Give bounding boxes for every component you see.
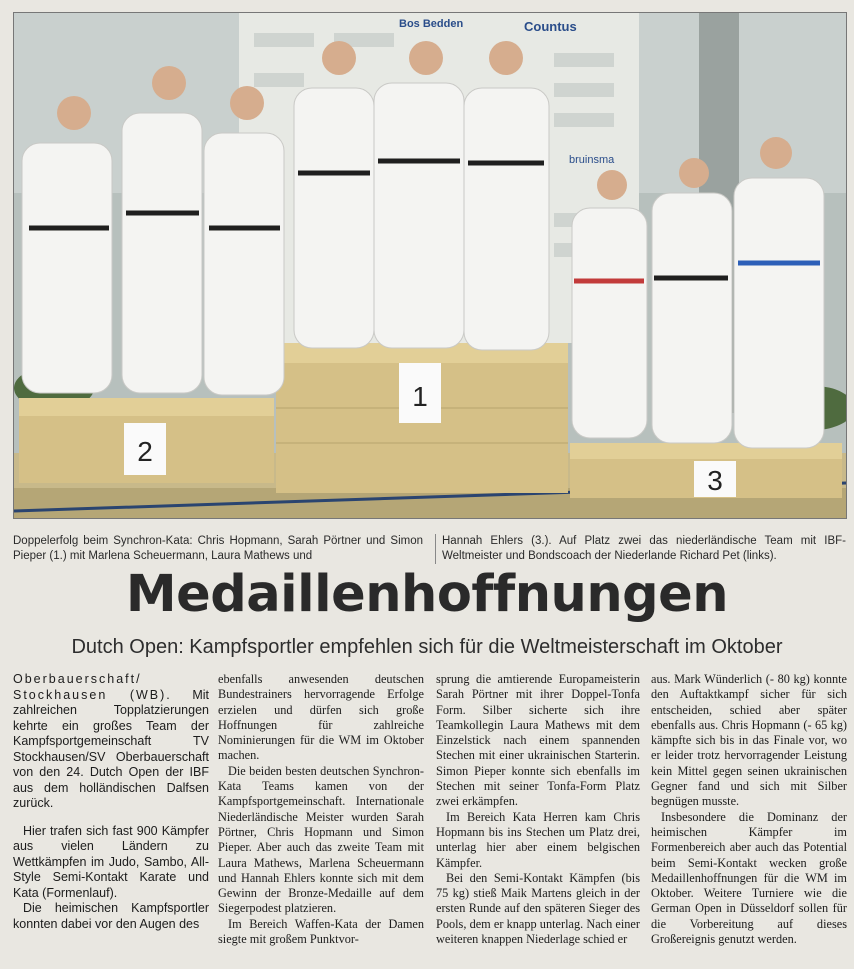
article-column-4 bbox=[651, 672, 847, 947]
paragraph: Die heimischen Kampfsportler konnten dabei vor den Augen des bbox=[13, 901, 209, 931]
paragraph: sprung die amtierende Europameisterin Sarah Pörtner mit ihrer Doppel-Tonfa Form. Silber sicherte sich ihre Teamkollegin Laura Mathews mit dem Einzelstick nach einem spannenden Stechen mit einer ukrainischen Starterin. Simon Pieper konnte sich ebenfalls im Stechen mit seiner Tonfa-Form Platz zwei erkämpfen. bbox=[436, 672, 640, 809]
sponsor-banner-2: Countus bbox=[524, 19, 577, 34]
article-column-2 bbox=[218, 672, 424, 947]
paragraph: Hier trafen sich fast 900 Kämpfer aus vielen Ländern zu Wettkämpfen im Judo, Sambo, All-Style Semi-Kontakt Karate und Kata (Formenlauf). bbox=[13, 823, 209, 900]
caption-left: Doppelerfolg beim Synchron-Kata: Chris Hopmann, Sarah Pörtner und Simon Pieper (1.) mit Marlena Scheuermann, Laura Mathews und bbox=[13, 535, 423, 562]
sponsor-banner-1: Bos Bedden bbox=[399, 18, 464, 30]
paragraph: Mit zahlreichen Topplatzierungen kehrte ein großes Team der Kampfsportgemeinschaft TV Stockhausen/SV Oberbauerschaft von den 24. Dutch Open der IBF aus dem holländischen Dalfsen zurück. bbox=[13, 687, 209, 810]
podium-label-1: 1 bbox=[412, 381, 428, 412]
podium-photo bbox=[13, 12, 847, 519]
article-column-1 bbox=[13, 672, 209, 932]
headline: Medaillenhoffnungen bbox=[125, 565, 729, 624]
paragraph: ebenfalls anwesenden deutschen Bundestrainers hervorragende Erfolge erzielen und dürfen sich große Hoffnungen für zahlreiche Nominierungen für die WM im Oktober machen. bbox=[218, 672, 424, 763]
paragraph: Im Bereich Kata Herren kam Chris Hopmann bis ins Stechen um Platz drei, unterlag hier aber einem belgischen Kämpfer. bbox=[436, 809, 640, 870]
paragraph: aus. Mark Wünderlich (- 80 kg) konnte den Auftaktkampf sicher für sich entscheiden, schied aber später ebenfalls aus. Chris Hopmann (- 65 kg) kämpfte sich bis in das Finale vor, wo er leider trotz hervorragender Leistung kein Mittel gegen seinen ukrainischen Gegner fand und sich mit Silber begnügen musste. bbox=[651, 672, 847, 809]
paragraph: Bei den Semi-Kontakt Kämpfen (bis 75 kg) stieß Maik Martens gleich in der ersten Runde auf den späteren Sieger des Pools, dem er knapp unterlag. Nach einer weiteren knappen Niederlage schied er bbox=[436, 870, 640, 947]
caption-right: Hannah Ehlers (3.). Auf Platz zwei das niederländische Team mit IBF-Weltmeister und Bondscoach der Niederlande Richard Pet (links). bbox=[435, 534, 846, 564]
paragraph: Im Bereich Waffen-Kata der Damen siegte mit großem Punktvor- bbox=[218, 916, 424, 947]
podium-label-2: 2 bbox=[137, 436, 153, 467]
paragraph: Insbesondere die Dominanz der heimischen Kämpfer im Formenbereich aber auch das Potential beim Semi-Kontakt wecken große Medaillenhoffnungen für die WM im Oktober. Weitere Turniere wie die German Open in Düsseldorf sollen für die Vorbereitung auf dieses Großereignis genutzt werden. bbox=[651, 809, 847, 947]
podium-label-3: 3 bbox=[707, 465, 723, 496]
sponsor-banner-3: bruinsma bbox=[569, 154, 615, 166]
dateline: Oberbauerschaft/ Stockhausen (WB). bbox=[13, 672, 172, 702]
article-column-3 bbox=[436, 672, 640, 947]
subheadline: Dutch Open: Kampfsportler empfehlen sich für die Weltmeisterschaft im Oktober bbox=[71, 636, 783, 658]
paragraph: Die beiden besten deutschen Synchron-Kata Teams kamen von der Kampfsportgemeinschaft. Internationale Niederländische Meister wurden Sarah Pörtner, Chris Hopmann und Simon Pieper. Aber auch das zweite Team mit Laura Mathews, Marlena Scheuermann und Hannah Ehlers konnte sich mit dem Gewinn der Bronze-Medaille auf dem Siegerpodest platzieren. bbox=[218, 763, 424, 916]
